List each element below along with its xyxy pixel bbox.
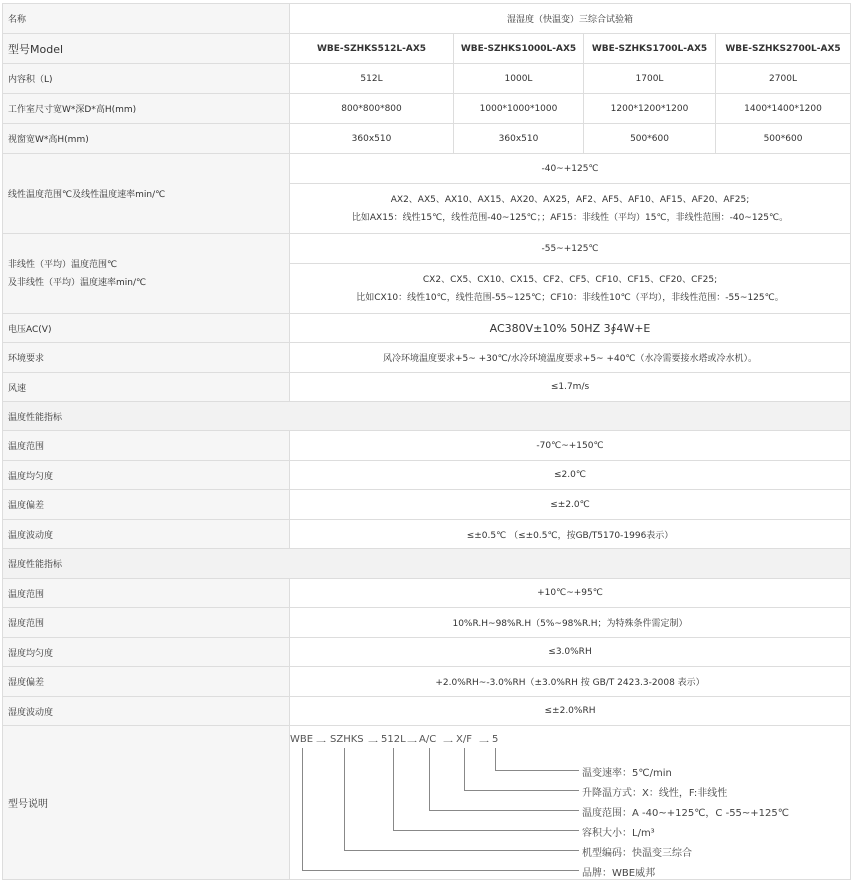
row-name bbox=[3, 4, 851, 34]
wind-value: ≤1.7m/s bbox=[290, 373, 851, 402]
window-label: 视窗宽W*高H(mm) bbox=[3, 124, 290, 154]
row-nonlinear-range bbox=[3, 234, 851, 264]
linear-rates-example: 比如AX15：线性15℃，线性范围-40~125℃；；AF15：非线性（平均）15℃，非线性范围：-40~125℃。 bbox=[351, 212, 789, 223]
code-sep-3: 一 bbox=[407, 737, 417, 749]
connector-rate-h bbox=[495, 770, 579, 771]
row-temp-fluctuation bbox=[3, 520, 851, 549]
code-rate: 5 bbox=[492, 733, 499, 745]
nonlinear-rates-list: CX2、CX5、CX10、CX15、CF2、CF5、CF10、CF15、CF20、CF25; bbox=[422, 274, 718, 285]
row-temp-deviation bbox=[3, 490, 851, 520]
connector-mode-h bbox=[464, 790, 579, 791]
code-sep-2: 一 bbox=[368, 737, 378, 749]
hum-range-value: 10%R.H~98%R.H（5%~98%R.H；为特殊条件需定制） bbox=[290, 608, 851, 638]
row-hum-range bbox=[3, 608, 851, 638]
hum-uniformity-label: 湿度均匀度 bbox=[3, 638, 290, 667]
environment-label: 环境要求 bbox=[3, 343, 290, 373]
desc-series: 机型编码：快温变三综合 bbox=[582, 847, 692, 859]
nonlinear-rates-example: 比如CX10：线性10℃，线性范围-55~125℃；CF10：非线性10℃（平均），非线性范围：-55~125℃。 bbox=[356, 292, 784, 303]
row-model bbox=[3, 34, 851, 64]
row-voltage bbox=[3, 314, 851, 343]
temp-deviation-label: 温度偏差 bbox=[3, 490, 290, 520]
desc-rate: 温变速率：5℃/min bbox=[582, 767, 672, 779]
code-volume: 512L bbox=[381, 733, 406, 745]
code-sep-4: 一 bbox=[443, 737, 453, 749]
desc-temp-range: 温度范围：A -40~+125℃，C -55~+125℃ bbox=[582, 807, 789, 819]
hum-deviation-value: +2.0%RH~-3.0%RH（±3.0%RH 按 GB/T 2423.3-2008 表示） bbox=[290, 667, 851, 697]
nonlinear-range: -55~+125℃ bbox=[290, 234, 851, 264]
desc-mode: 升降温方式：X：线性，F:非线性 bbox=[582, 787, 728, 799]
nonlinear-label-line1: 非线性（平均）温度范围℃ bbox=[8, 259, 118, 270]
volume-label: 内容积（L) bbox=[3, 64, 290, 94]
linear-rates-cell bbox=[290, 184, 851, 234]
voltage-value: AC380V±10% 50HZ 3∮4W+E bbox=[290, 314, 851, 343]
connector-volume-h bbox=[393, 830, 579, 831]
model-label: 型号Model bbox=[3, 34, 290, 64]
window-value-4: 500*600 bbox=[716, 124, 851, 154]
hum-fluctuation-label: 湿度波动度 bbox=[3, 697, 290, 726]
hum-uniformity-value: ≤3.0%RH bbox=[290, 638, 851, 667]
window-value-3: 500*600 bbox=[584, 124, 716, 154]
code-brand: WBE bbox=[290, 733, 314, 745]
row-hum-section bbox=[3, 549, 851, 579]
row-model-explanation bbox=[3, 726, 851, 880]
row-wind bbox=[3, 373, 851, 402]
connector-range-h bbox=[429, 810, 579, 811]
code-sep-1: 一 bbox=[316, 737, 326, 749]
model-header-4: WBE-SZHKS2700L-AX5 bbox=[716, 34, 851, 64]
window-value-2: 360x510 bbox=[454, 124, 584, 154]
volume-value-1: 512L bbox=[290, 64, 454, 94]
nonlinear-label-cell bbox=[3, 234, 290, 314]
temp-section-title: 温度性能指标 bbox=[3, 402, 851, 431]
workroom-value-4: 1400*1400*1200 bbox=[716, 94, 851, 124]
spec-table bbox=[2, 3, 851, 880]
environment-value: 风冷环境温度要求+5~ +30℃/水冷环境温度要求+5~ +40℃（水冷需要接水塔或冷水机）。 bbox=[290, 343, 851, 373]
connector-rate-v bbox=[495, 748, 496, 770]
row-hum-fluctuation bbox=[3, 697, 851, 726]
hum-temp-range-label: 温度范围 bbox=[3, 579, 290, 608]
desc-brand: 品牌：WBE威邦 bbox=[582, 867, 656, 879]
linear-range: -40~+125℃ bbox=[290, 154, 851, 184]
temp-uniformity-value: ≤2.0℃ bbox=[290, 461, 851, 490]
connector-brand-v bbox=[302, 748, 303, 870]
linear-rates-list: AX2、AX5、AX10、AX15、AX20、AX25，AF2、AF5、AF10、AF15、AF20、AF25; bbox=[390, 194, 750, 205]
temp-fluctuation-value: ≤±0.5℃ （≤±0.5℃，按GB/T5170-1996表示） bbox=[290, 520, 851, 549]
hum-temp-range-value: +10℃~+95℃ bbox=[290, 579, 851, 608]
row-linear-range bbox=[3, 154, 851, 184]
model-code-diagram bbox=[290, 728, 850, 878]
workroom-value-3: 1200*1200*1200 bbox=[584, 94, 716, 124]
row-temp-uniformity bbox=[3, 461, 851, 490]
connector-mode-v bbox=[464, 748, 465, 790]
name-label: 名称 bbox=[3, 4, 290, 34]
nonlinear-label-line2: 及非线性（平均）温度速率min/℃ bbox=[8, 277, 147, 288]
hum-deviation-label: 湿度偏差 bbox=[3, 667, 290, 697]
model-explanation-label: 型号说明 bbox=[3, 726, 290, 880]
model-header-1: WBE-SZHKS512L-AX5 bbox=[290, 34, 454, 64]
connector-series-v bbox=[344, 748, 345, 850]
code-temp-range: A/C bbox=[419, 733, 437, 745]
voltage-label: 电压AC(V) bbox=[3, 314, 290, 343]
row-temp-section bbox=[3, 402, 851, 431]
temp-uniformity-label: 温度均匀度 bbox=[3, 461, 290, 490]
temp-range-value: -70℃~+150℃ bbox=[290, 431, 851, 461]
model-header-3: WBE-SZHKS1700L-AX5 bbox=[584, 34, 716, 64]
workroom-value-2: 1000*1000*1000 bbox=[454, 94, 584, 124]
nonlinear-rates-cell bbox=[290, 264, 851, 314]
temp-deviation-value: ≤±2.0℃ bbox=[290, 490, 851, 520]
code-sep-5: 一 bbox=[479, 737, 489, 749]
hum-range-label: 湿度范围 bbox=[3, 608, 290, 638]
temp-fluctuation-label: 温度波动度 bbox=[3, 520, 290, 549]
volume-value-2: 1000L bbox=[454, 64, 584, 94]
connector-series-h bbox=[344, 850, 579, 851]
workroom-value-1: 800*800*800 bbox=[290, 94, 454, 124]
temp-range-label: 温度范围 bbox=[3, 431, 290, 461]
model-header-2: WBE-SZHKS1000L-AX5 bbox=[454, 34, 584, 64]
product-name: 湿湿度（快温变）三综合试验箱 bbox=[290, 4, 851, 34]
code-series: SZHKS bbox=[330, 733, 364, 745]
row-hum-deviation bbox=[3, 667, 851, 697]
window-value-1: 360x510 bbox=[290, 124, 454, 154]
row-temp-range bbox=[3, 431, 851, 461]
hum-section-title: 湿度性能指标 bbox=[3, 549, 851, 579]
code-mode: X/F bbox=[456, 733, 472, 745]
linear-label: 线性温度范围℃及线性温度速率min/℃ bbox=[3, 154, 290, 234]
row-workroom bbox=[3, 94, 851, 124]
connector-range-v bbox=[429, 748, 430, 810]
model-explanation-cell bbox=[290, 726, 851, 880]
connector-volume-v bbox=[393, 748, 394, 830]
volume-value-3: 1700L bbox=[584, 64, 716, 94]
row-window bbox=[3, 124, 851, 154]
workroom-label: 工作室尺寸宽W*深D*高H(mm) bbox=[3, 94, 290, 124]
row-hum-temp-range bbox=[3, 579, 851, 608]
hum-fluctuation-value: ≤±2.0%RH bbox=[290, 697, 851, 726]
row-volume bbox=[3, 64, 851, 94]
row-environment bbox=[3, 343, 851, 373]
connector-brand-h bbox=[302, 870, 579, 871]
desc-volume: 容积大小：L/m³ bbox=[582, 827, 655, 839]
volume-value-4: 2700L bbox=[716, 64, 851, 94]
wind-label: 风速 bbox=[3, 373, 290, 402]
row-hum-uniformity bbox=[3, 638, 851, 667]
